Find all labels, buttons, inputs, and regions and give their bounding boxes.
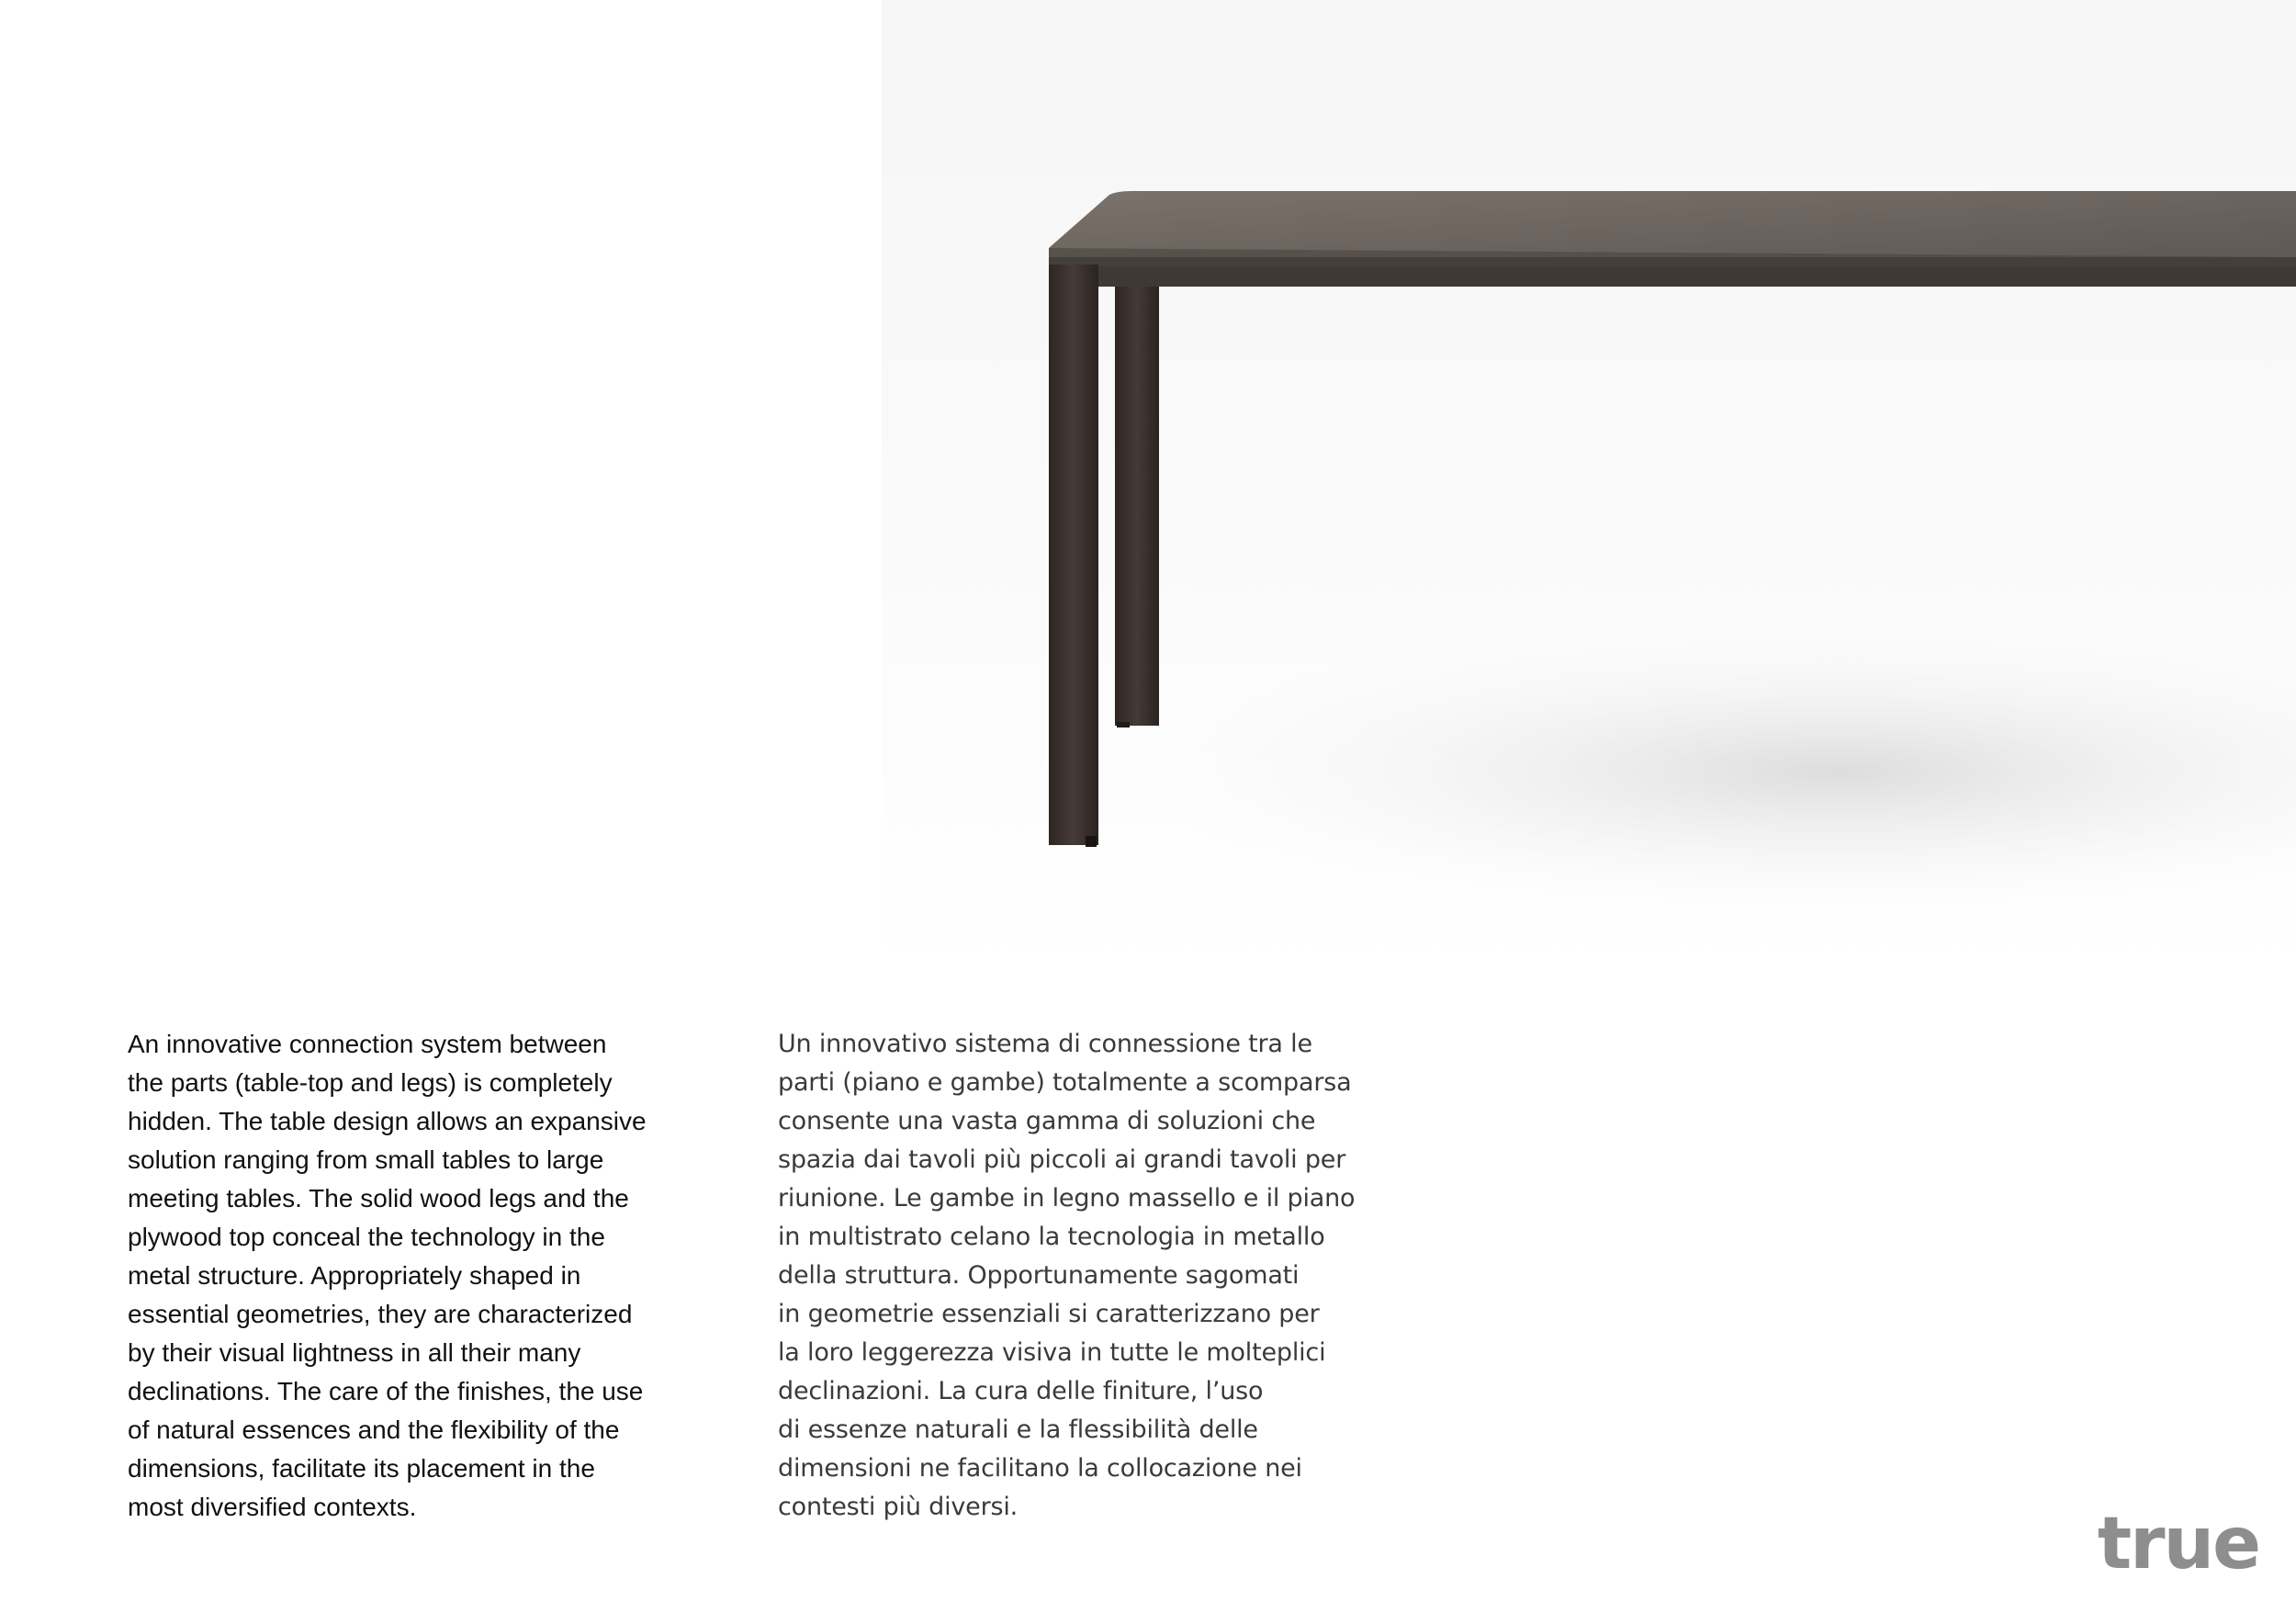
description-line: riunione. Le gambe in legno massello e il piano [778, 1184, 1356, 1212]
description-line: di essenze naturali e la flessibilità delle [778, 1415, 1258, 1444]
description-line: in multistrato celano la tecnologia in metallo [778, 1223, 1325, 1251]
description-italian [778, 1025, 1366, 1527]
description-line: plywood top conceal the technology in the [128, 1223, 605, 1251]
description-line: contesti più diversi. [778, 1493, 1019, 1521]
description-line: hidden. The table design allows an expansive [128, 1107, 647, 1135]
description-line: the parts (table-top and legs) is completely [128, 1068, 613, 1097]
description-line: declinazioni. La cura delle finiture, l’uso [778, 1377, 1264, 1405]
description-line: la loro leggerezza visiva in tutte le molteplici [778, 1338, 1326, 1367]
table-leg-front [1049, 265, 1098, 845]
description-english [128, 1025, 715, 1527]
description-line: meeting tables. The solid wood legs and the [128, 1184, 629, 1212]
description-line: spazia dai tavoli più piccoli ai grandi tavoli per [778, 1145, 1346, 1174]
description-line: essential geometries, they are characterized [128, 1300, 633, 1328]
floor-shadow [1120, 625, 2296, 919]
description-line: solution ranging from small tables to large [128, 1145, 604, 1174]
description-line: of natural essences and the flexibility of the [128, 1415, 620, 1444]
description-line: in geometrie essenziali si caratterizzano per [778, 1300, 1320, 1328]
description-line: consente una vasta gamma di soluzioni che [778, 1107, 1316, 1135]
description-line: metal structure. Appropriately shaped in [128, 1261, 581, 1290]
table-illustration [882, 0, 2296, 974]
product-photo [882, 0, 2296, 974]
description-line: An innovative connection system between [128, 1030, 607, 1058]
description-line: declinations. The care of the finishes, the use [128, 1377, 644, 1405]
description-line: by their visual lightness in all their many [128, 1338, 581, 1367]
brand-logo: true [2097, 1503, 2259, 1585]
description-line: della struttura. Opportunamente sagomati [778, 1261, 1300, 1290]
description-line: most diversified contexts. [128, 1493, 417, 1521]
description-line: Un innovativo sistema di connessione tra le [778, 1030, 1312, 1058]
description-line: dimensions, facilitate its placement in the [128, 1454, 595, 1483]
description-line: parti (piano e gambe) totalmente a scomparsa [778, 1068, 1352, 1097]
table-leg-rear [1115, 276, 1159, 726]
description-line: dimensioni ne facilitano la collocazione nei [778, 1454, 1302, 1483]
